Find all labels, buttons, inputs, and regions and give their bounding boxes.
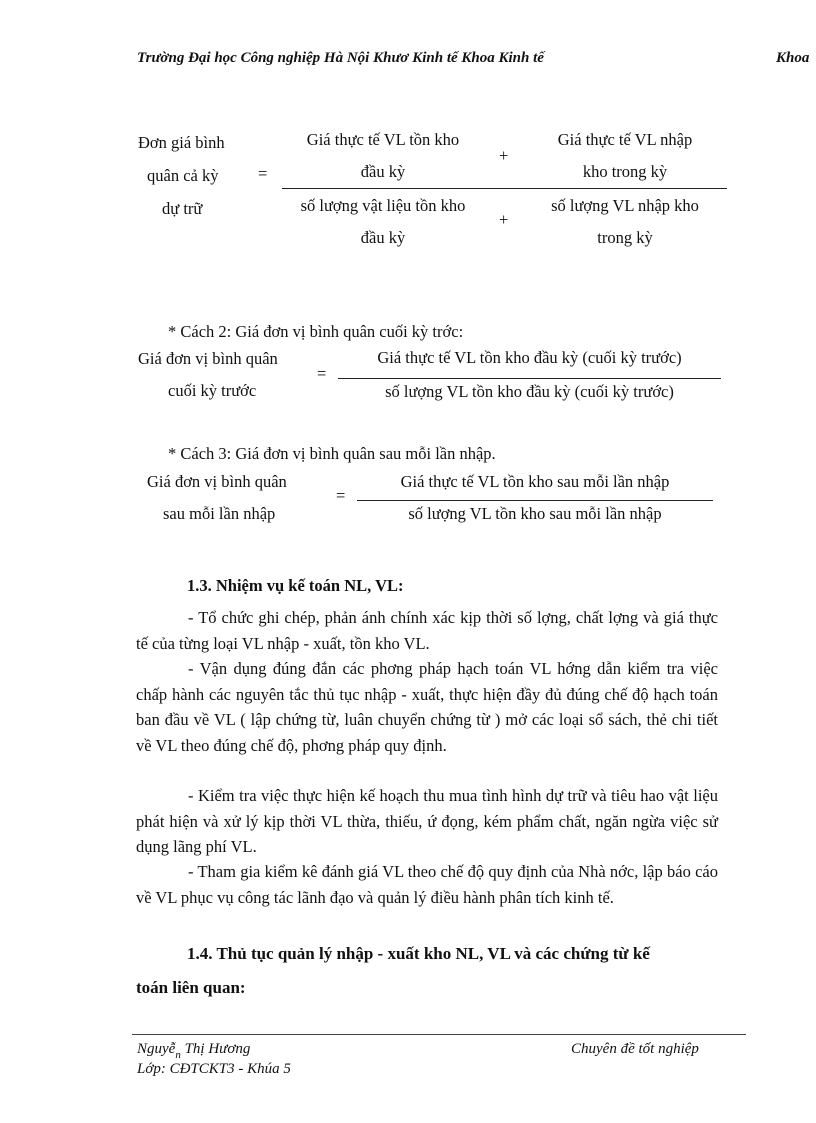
section-1-3-paragraph-3: - Kiểm tra việc thực hiện kế hoạch thu mua tình hình dự trữ và tiêu hao vật liệu phát hiện và xử lý kịp thời VL thừa, thiếu, ứ đọng, kém phẩm chất, ngăn ngừa việc sử dụng lãng phí VL. — [136, 786, 718, 856]
formula1-num-b-line1: Giá thực tế VL nhập — [557, 130, 693, 149]
footer-author-part-a: Nguyễ — [137, 1041, 176, 1057]
footer-author-subscript: n — [175, 1049, 181, 1061]
formula1-den-plus: + — [499, 210, 509, 229]
method3-denominator: số lượng VL tồn kho sau mỗi lần nhập — [408, 504, 662, 523]
footer-class: Lớp: CĐTCKT3 - Khúa 5 — [137, 1061, 291, 1077]
formula1-num-a-line2: đầu kỳ — [360, 162, 406, 181]
section-1-3-paragraph-4: - Tham gia kiểm kê đánh giá VL theo chế độ quy định của Nhà nớc, lập báo cáo về VL phục vụ công tác lãnh đạo và quản lý điều hành phân tích kinh tế. — [136, 862, 718, 907]
method3-lhs-line1: Giá đơn vị bình quân — [147, 472, 287, 491]
formula1-num-a-line1: Giá thực tế VL tồn kho — [306, 130, 460, 149]
method2-fraction-line — [338, 378, 721, 379]
formula1-lhs-line1: Đơn giá bình — [138, 133, 225, 152]
method3-title: * Cách 3: Giá đơn vị bình quân sau mỗi lần nhập. — [168, 444, 496, 463]
method3-numerator: Giá thực tế VL tồn kho sau mỗi lần nhập — [400, 472, 670, 491]
method2-equals: = — [317, 364, 327, 383]
formula1-lhs-line3: dự trữ — [162, 199, 203, 218]
section-1-3-paragraph-2: - Vận dụng đúng đắn các phơng pháp hạch toán VL hớng dẫn kiểm tra việc chấp hành các nguyên tắc thủ tục nhập - xuất, thực hiện đầy đủ đúng chế độ hạch toán ban đầu về VL ( lập chứng từ, luân chuyển chứng từ ) mở các loại sổ sách, thẻ chi tiết về VL theo đúng chế độ, phơng pháp quy định. — [136, 659, 718, 755]
method3-fraction-line — [357, 500, 713, 501]
section-1-4-heading-line1: 1.4. Thủ tục quản lý nhập - xuất kho NL, VL và các chứng từ kế — [187, 944, 650, 963]
section-1-3-paragraph-1: - Tổ chức ghi chép, phản ánh chính xác kịp thời số lợng, chất lợng và giá thực tế của từng loại VL nhập - xuất, tồn kho VL. — [136, 608, 718, 653]
formula1-equals: = — [258, 164, 268, 183]
page-header: Trường Đại học Công nghiệp Hà Nội Khươ Kinh tế Khoa Kinh tế — [137, 50, 544, 66]
method2-denominator: số lượng VL tồn kho đầu kỳ (cuối kỳ trước) — [385, 382, 674, 401]
formula1-num-b-line2: kho trong kỳ — [582, 162, 668, 181]
formula1-den-b-line1: số lượng VL nhập kho — [551, 196, 699, 215]
formula1-num-plus: + — [499, 146, 509, 165]
method2-numerator: Giá thực tế VL tồn kho đầu kỳ (cuối kỳ trước) — [377, 348, 682, 367]
formula1-den-a-line1: số lượng vật liệu tồn kho — [300, 196, 466, 215]
formula1-fraction-line — [282, 188, 727, 189]
formula1-den-b-line2: trong kỳ — [597, 228, 653, 247]
method2-lhs-line1: Giá đơn vị bình quân — [138, 349, 278, 368]
method2-title: * Cách 2: Giá đơn vị bình quân cuối kỳ trớc: — [168, 322, 464, 341]
formula1-lhs-line2: quân cả kỳ — [147, 166, 219, 185]
section-1-3-heading: 1.3. Nhiệm vụ kế toán NL, VL: — [187, 576, 404, 595]
footer-author — [137, 1041, 251, 1061]
footer-author-part-b: Thị Hương — [180, 1041, 251, 1057]
method2-lhs-line2: cuối kỳ trước — [168, 381, 257, 400]
section-1-4-heading-line2: toán liên quan: — [136, 978, 246, 997]
footer-thesis-title: Chuyên đề tốt nghiệp — [571, 1041, 699, 1057]
method3-lhs-line2: sau mỗi lần nhập — [163, 504, 276, 523]
formula1-den-a-line2: đầu kỳ — [360, 228, 406, 247]
method3-equals: = — [336, 486, 346, 505]
footer-divider — [132, 1034, 746, 1035]
page-header-right: Khoa — [776, 50, 810, 66]
